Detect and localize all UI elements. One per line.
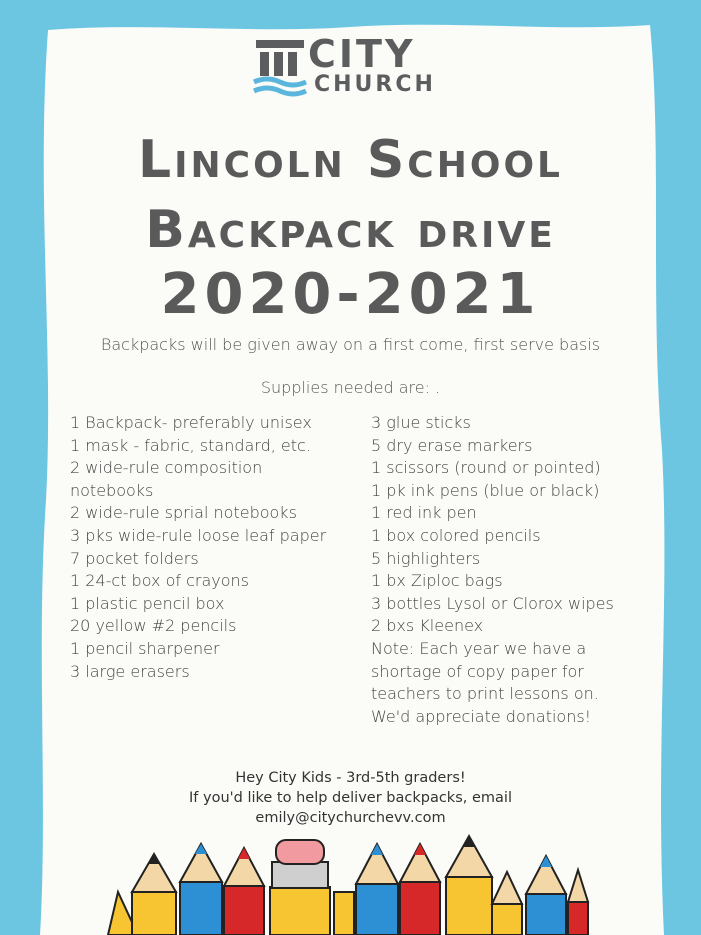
pencil-icon bbox=[526, 856, 566, 935]
church-logo bbox=[252, 32, 452, 100]
title-line-2: Backpack drive bbox=[145, 200, 556, 260]
list-item: 7 pocket folders bbox=[70, 548, 199, 568]
list-item: 1 pk ink pens (blue or black) bbox=[371, 480, 600, 500]
supplies-heading: Supplies needed are: . bbox=[260, 378, 441, 397]
list-item: notebooks bbox=[70, 480, 154, 500]
pencil-icon bbox=[132, 854, 176, 935]
footer-line-2: If you'd like to help deliver backpacks, email bbox=[189, 790, 512, 806]
pencil-icon bbox=[356, 844, 398, 935]
pencil-icon bbox=[446, 836, 492, 935]
pencil-icon bbox=[180, 844, 222, 935]
title-line-1: Lincoln School bbox=[138, 130, 563, 190]
pencil-icon bbox=[224, 848, 264, 935]
list-item: 3 pks wide-rule loose leaf paper bbox=[70, 525, 327, 545]
supplies-list-right bbox=[371, 412, 636, 728]
list-item: 1 Backpack- preferably unisex bbox=[70, 413, 312, 432]
list-item: 5 highlighters bbox=[371, 548, 481, 568]
pencils-illustration bbox=[0, 832, 701, 935]
list-item: 3 glue sticks bbox=[371, 413, 471, 432]
list-item: 1 scissors (round or pointed) bbox=[371, 458, 601, 478]
logo-city-text: CITY bbox=[308, 32, 416, 76]
list-item: 3 bottles Lysol or Clorox wipes bbox=[371, 593, 614, 613]
pencil-icon bbox=[568, 870, 588, 935]
footer-line-1: Hey City Kids - 3rd-5th graders! bbox=[235, 770, 466, 786]
supplies-list-left bbox=[70, 412, 340, 683]
pencil-icon bbox=[334, 892, 354, 935]
contact-email: emily@citychurchevv.com bbox=[255, 810, 446, 826]
list-item: 1 box colored pencils bbox=[371, 525, 541, 545]
title-line-3: 2020-2021 bbox=[160, 262, 541, 327]
list-item: 1 bx Ziploc bags bbox=[371, 571, 503, 591]
list-item: 2 wide-rule composition bbox=[70, 458, 263, 478]
list-item: 3 large erasers bbox=[70, 661, 190, 681]
list-item: 20 yellow #2 pencils bbox=[70, 616, 237, 636]
pencil-icon bbox=[270, 840, 330, 935]
list-item: 1 plastic pencil box bbox=[70, 593, 225, 613]
subtitle: Backpacks will be given away on a first come, first serve basis bbox=[100, 335, 601, 354]
list-item: 1 mask - fabric, standard, etc. bbox=[70, 435, 311, 455]
pencil-icon bbox=[492, 872, 522, 935]
list-item: 2 bxs Kleenex bbox=[371, 616, 484, 636]
note-line: We'd appreciate donations! bbox=[371, 706, 592, 726]
list-item: 1 red ink pen bbox=[371, 503, 477, 523]
logo-church-text: CHURCH bbox=[314, 72, 436, 97]
note-line: shortage of copy paper for bbox=[371, 661, 584, 681]
list-item: 1 pencil sharpener bbox=[70, 638, 220, 658]
note-line: teachers to print lessons on. bbox=[371, 684, 599, 704]
list-item: 5 dry erase markers bbox=[371, 435, 533, 455]
pencil-icon bbox=[400, 844, 440, 935]
list-item: 2 wide-rule sprial notebooks bbox=[70, 503, 297, 523]
church-logo-icon bbox=[252, 38, 310, 100]
note-line: Note: Each year we have a bbox=[371, 638, 587, 658]
list-item: 1 24-ct box of crayons bbox=[70, 571, 249, 591]
